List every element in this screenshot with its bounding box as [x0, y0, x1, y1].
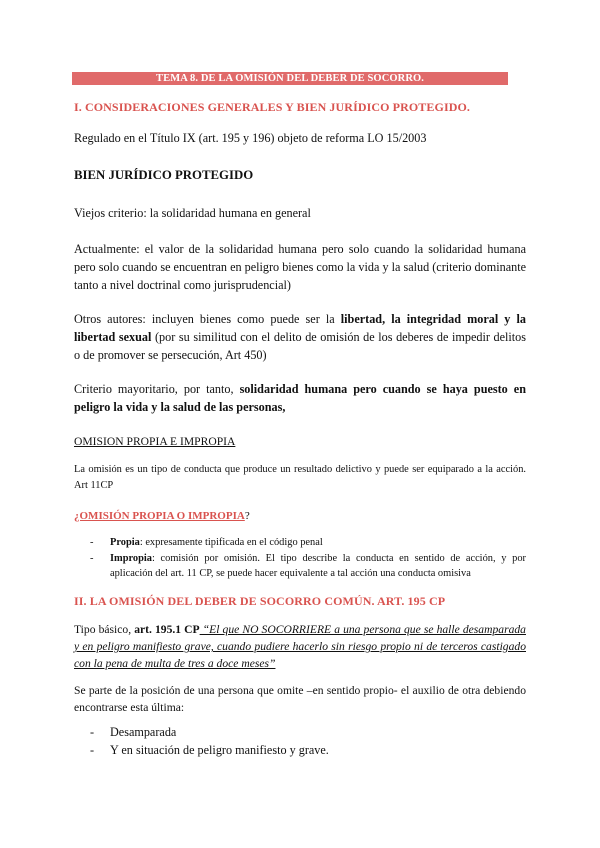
basic-type-article: art. 195.1 CP	[134, 623, 200, 636]
basic-type-quote: “El que NO SOCORRIERE a una persona que se halle desamparada y en peligro manifiesto grave, cuando pudiere hacerlo sin riesgo propio ni de terceros castigado con la pena de multa de tres a doce meses”	[74, 623, 526, 670]
section-2-heading: II. LA OMISIÓN DEL DEBER DE SOCORRO COMÚN. ART. 195 CP	[74, 594, 446, 608]
list-item: - Y en situación de peligro manifiesto y grave.	[74, 741, 526, 759]
other-authors-bold: libertad, la integridad moral y la libertad sexual	[74, 312, 526, 344]
question-mark: ?	[244, 510, 250, 522]
section-1-heading: I. CONSIDERACIONES GENERALES Y BIEN JURÍDICO PROTEGIDO.	[74, 100, 471, 114]
question-line	[74, 506, 526, 524]
list-item-text: : expresamente tipificada en el código penal	[139, 537, 323, 548]
list-item: - Desamparada	[74, 723, 526, 741]
majority-text: Criterio mayoritario, por tanto,	[74, 382, 240, 396]
list-item-propia	[74, 535, 526, 551]
majority-bold: solidaridad humana pero cuando se haya puesto en peligro la vida y la salud de las personas,	[74, 382, 526, 414]
basic-type-text: Tipo básico,	[74, 623, 135, 636]
omission-types-list	[74, 535, 526, 582]
list-item-text: : comisión por omisión. El tipo describe la conducta en sentido de acción, y por aplicación del art. 11 CP, se puede hacer equivalente a tal acción una conducta omisiva	[110, 552, 526, 579]
currently-paragraph: Actualmente: el valor de la solidaridad humana pero solo cuando la solidaridad humana pero solo cuando se encuentran en peligro bienes como la vida y la salud (criterio dominante tanto a nivel doctrinal como jurisprudencial)	[74, 242, 526, 292]
question-text: ¿OMISIÓN PROPIA O IMPROPIA	[74, 510, 245, 522]
basic-type-paragraph	[74, 621, 526, 672]
bien-juridico-subheading: BIEN JURÍDICO PROTEGIDO	[74, 168, 254, 182]
other-authors-paragraph	[74, 310, 526, 364]
other-authors-text-b: (por su similitud con el delito de omisión de los deberes de impedir delitos o de promover se persecución, Art 450)	[74, 330, 526, 362]
list-item-label: Impropia	[110, 552, 152, 564]
document-title: TEMA 8. DE LA OMISIÓN DEL DEBER DE SOCORRO.	[72, 72, 508, 85]
regulated-paragraph: Regulado en el Título IX (art. 195 y 196) objeto de reforma LO 15/2003	[74, 131, 427, 145]
conditions-list	[74, 723, 526, 759]
omission-paragraph: La omisión es un tipo de conducta que produce un resultado delictivo y puede ser equiparado a la acción. Art 11CP	[74, 464, 526, 491]
majority-criterion-paragraph	[74, 380, 526, 416]
list-item-impropia	[74, 551, 526, 582]
omission-heading: OMISION PROPIA E IMPROPIA	[74, 435, 236, 448]
departs-paragraph: Se parte de la posición de una persona que omite –en sentido propio- el auxilio de otra debiendo encontrarse esta última:	[74, 684, 526, 714]
list-item-label: Propia	[110, 537, 140, 548]
old-criteria-paragraph: Viejos criterio: la solidaridad humana en general	[74, 206, 311, 220]
other-authors-text-a: Otros autores: incluyen bienes como puede ser la	[74, 312, 341, 326]
